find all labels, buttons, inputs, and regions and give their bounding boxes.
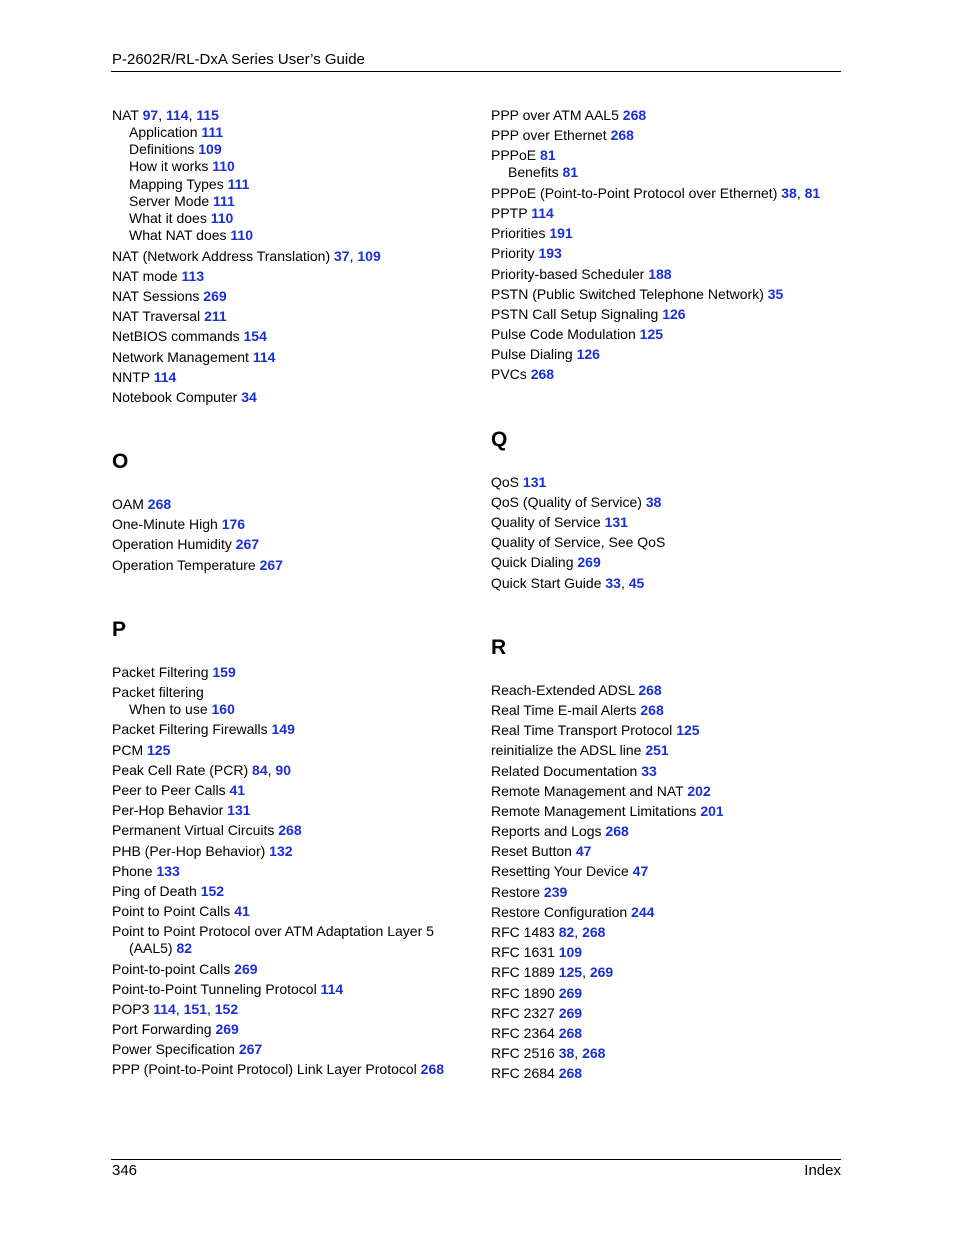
index-entry	[112, 389, 462, 406]
page-link[interactable]: 267	[235, 536, 260, 553]
index-term: (AAL5)	[129, 940, 173, 957]
page-separator: ,	[175, 1000, 184, 1017]
index-subentry	[112, 210, 462, 227]
index-entry	[112, 1021, 462, 1038]
page-link[interactable]: 269	[558, 984, 583, 1001]
index-subentry	[112, 176, 462, 193]
index-entry	[112, 664, 462, 681]
index-term: PPPoE	[491, 147, 537, 164]
index-term: Priorities	[491, 225, 546, 242]
page-number: 346	[112, 1162, 138, 1179]
page-link[interactable]: 268	[610, 127, 634, 144]
index-term: QoS (Quality of Service)	[491, 493, 642, 510]
index-term: Port Forwarding	[112, 1021, 212, 1038]
page-link[interactable]: 125	[147, 741, 171, 758]
index-term: Remote Management and NAT	[491, 782, 684, 799]
page-link[interactable]: 35	[767, 285, 784, 302]
index-term: PSTN (Public Switched Telephone Network)	[491, 285, 764, 302]
footer-section: Index	[804, 1162, 841, 1179]
index-term: What it does	[129, 210, 207, 227]
index-term: PPP over Ethernet	[491, 127, 607, 144]
index-entry	[491, 1005, 841, 1022]
index-term: PHB (Per-Hop Behavior)	[112, 842, 266, 859]
page-link[interactable]: 125	[676, 722, 700, 739]
page-link[interactable]: 244	[631, 903, 655, 920]
index-term: Benefits	[508, 164, 559, 181]
page-link[interactable]: 84	[252, 761, 268, 778]
page-link[interactable]: 111	[227, 175, 250, 192]
index-term: Quick Dialing	[491, 554, 574, 571]
index-term: NAT	[112, 107, 139, 123]
index-entry	[112, 328, 462, 345]
page-link[interactable]: 131	[604, 514, 628, 531]
page-link[interactable]: 251	[645, 742, 669, 759]
page-link[interactable]: 269	[203, 287, 227, 304]
page-link[interactable]: 82	[176, 940, 193, 957]
index-subentry	[112, 158, 462, 175]
index-entry	[491, 245, 841, 262]
page-header-title: P-2602R/RL-DxA Series User’s Guide	[112, 51, 365, 68]
index-term: Application	[129, 124, 198, 140]
page-link[interactable]: 268	[638, 681, 662, 698]
index-term: PCM	[112, 741, 144, 758]
page-link[interactable]: 114	[531, 204, 554, 221]
index-term: Mapping Types	[129, 175, 224, 192]
index-term: Operation Temperature	[112, 556, 256, 573]
page-link[interactable]: 110	[212, 158, 235, 175]
index-entry	[491, 964, 841, 981]
index-term: Priority	[491, 245, 535, 262]
index-entry	[112, 981, 462, 998]
index-entry	[491, 266, 841, 283]
index-entry	[491, 763, 841, 780]
index-subentry	[112, 193, 462, 210]
index-column-right	[491, 107, 841, 1086]
index-term: Operation Humidity	[112, 536, 232, 553]
page-link[interactable]: 193	[538, 245, 562, 262]
index-term: RFC 1631	[491, 944, 555, 961]
index-subentry	[112, 701, 462, 718]
index-entry	[112, 742, 462, 759]
index-entry	[112, 268, 462, 285]
page-link[interactable]: 268	[605, 823, 629, 840]
index-term: Related Documentation	[491, 762, 638, 779]
index-term: RFC 1483	[491, 924, 555, 941]
section-gap	[491, 452, 841, 474]
page-link[interactable]: 125	[558, 964, 583, 981]
index-entry-group	[112, 107, 462, 244]
index-entry	[491, 127, 841, 144]
index-term: Priority-based Scheduler	[491, 265, 645, 282]
section-gap	[491, 387, 841, 428]
page-link[interactable]: 115	[196, 107, 219, 123]
section-letter-q: Q	[491, 427, 508, 451]
index-term: NAT Sessions	[112, 287, 200, 304]
page-link[interactable]: 269	[558, 1004, 583, 1021]
page-link[interactable]: 126	[576, 346, 600, 363]
index-term: reinitialize the ADSL line	[491, 742, 642, 759]
index-term: PSTN Call Setup Signaling	[491, 305, 659, 322]
index-term: Remote Management Limitations	[491, 802, 697, 819]
index-term: Restore	[491, 883, 541, 900]
index-entry	[491, 474, 841, 491]
page-link[interactable]: 47	[575, 843, 592, 860]
index-term-line	[112, 923, 462, 940]
page-link[interactable]: 131	[227, 802, 251, 819]
page-link[interactable]: 126	[662, 305, 686, 322]
index-term: What NAT does	[129, 227, 227, 244]
index-column-left	[112, 107, 462, 1082]
page-link[interactable]: 133	[156, 862, 180, 879]
page-link[interactable]: 269	[215, 1021, 239, 1038]
page-link[interactable]: 154	[243, 328, 267, 345]
index-entry	[491, 326, 841, 343]
page-link[interactable]: 268	[582, 924, 606, 941]
index-term: NNTP	[112, 368, 150, 385]
index-entry	[112, 883, 462, 900]
index-term: PPP over ATM AAL5	[491, 107, 619, 123]
page-link[interactable]: 37	[334, 247, 350, 264]
index-term: Power Specification	[112, 1041, 235, 1058]
section-letter-r: R	[491, 635, 507, 659]
index-term: QoS	[491, 473, 520, 490]
page-separator: ,	[796, 184, 805, 201]
page-link[interactable]: 268	[530, 366, 555, 383]
index-entry	[491, 205, 841, 222]
index-term: Server Mode	[129, 192, 210, 209]
index-term: RFC 1889	[491, 964, 555, 981]
index-entry	[112, 107, 462, 124]
page-link[interactable]: 41	[234, 903, 250, 920]
page-link[interactable]: 114	[153, 1000, 176, 1017]
index-term: Reach-Extended ADSL	[491, 681, 635, 698]
index-entry	[491, 1045, 841, 1062]
page-link[interactable]: 151	[183, 1000, 207, 1017]
index-entry	[491, 843, 841, 860]
index-term: Real Time E-mail Alerts	[491, 701, 637, 718]
index-term: Pulse Code Modulation	[491, 326, 636, 343]
section-gap	[112, 642, 462, 664]
section-gap	[491, 660, 841, 682]
index-entry-group	[491, 147, 841, 181]
page-link[interactable]: 201	[700, 802, 724, 819]
page-link[interactable]: 81	[562, 164, 579, 181]
index-entry-group	[112, 684, 462, 718]
index-subentry	[112, 124, 462, 141]
index-term: PPP (Point-to-Point Protocol) Link Layer Protocol	[112, 1061, 417, 1078]
index-entry	[112, 782, 462, 799]
index-entry	[491, 306, 841, 323]
index-term: RFC 1890	[491, 984, 555, 1001]
index-term: PPPoE (Point-to-Point Protocol over Ethernet)	[491, 184, 778, 201]
index-entry	[491, 286, 841, 303]
index-term: Quick Start Guide	[491, 574, 602, 591]
index-entry	[112, 516, 462, 533]
page-link[interactable]: 111	[213, 192, 235, 209]
index-entry	[491, 823, 841, 840]
index-entry	[112, 802, 462, 819]
index-entry	[491, 702, 841, 719]
index-term: NAT mode	[112, 267, 178, 284]
section-gap	[112, 577, 462, 618]
page-link[interactable]: 109	[357, 247, 381, 264]
page-link[interactable]: 81	[804, 184, 821, 201]
page-separator: ,	[206, 1000, 215, 1017]
index-term: Network Management	[112, 348, 249, 365]
index-term: Packet Filtering	[112, 663, 209, 680]
section-letter-p: P	[112, 617, 127, 641]
index-term: Reports and Logs	[491, 823, 602, 840]
page-separator: ,	[349, 247, 358, 264]
page-link[interactable]: 268	[558, 1024, 583, 1041]
page-link[interactable]: 267	[259, 556, 283, 573]
index-entry	[491, 575, 841, 592]
page-link[interactable]: 38	[645, 493, 662, 510]
page-link[interactable]: 268	[622, 107, 647, 123]
page-separator: ,	[582, 964, 590, 981]
index-term: RFC 2684	[491, 1065, 555, 1082]
page-link[interactable]: 38	[781, 184, 797, 201]
page-link[interactable]: 90	[275, 761, 291, 778]
page-link[interactable]: 47	[632, 863, 649, 880]
page-link[interactable]: 97	[142, 107, 159, 123]
index-entry	[491, 722, 841, 739]
section-letter-o: O	[112, 450, 129, 474]
page-link[interactable]: 268	[582, 1045, 606, 1062]
page-link[interactable]: 111	[201, 124, 224, 140]
index-entry	[112, 1061, 462, 1078]
index-term: Point to Point Calls	[112, 903, 231, 920]
index-term: Point-to-Point Tunneling Protocol	[112, 980, 317, 997]
index-term: Reset Button	[491, 843, 572, 860]
index-entry	[491, 554, 841, 571]
page-link[interactable]: 269	[589, 964, 614, 981]
section-gap	[112, 409, 462, 450]
index-term: RFC 2364	[491, 1024, 555, 1041]
page-link[interactable]: 267	[238, 1041, 263, 1058]
index-entry	[112, 308, 462, 325]
index-entry	[491, 346, 841, 363]
index-entry	[112, 557, 462, 574]
index-entry	[491, 944, 841, 961]
index-term: PVCs	[491, 366, 527, 383]
page-link[interactable]: 239	[543, 883, 568, 900]
index-entry	[491, 107, 841, 124]
index-term: POP3	[112, 1000, 150, 1017]
index-term: Point-to-point Calls	[112, 960, 231, 977]
index-term: Peak Cell Rate (PCR)	[112, 761, 249, 778]
index-entry	[491, 924, 841, 941]
page-separator: ,	[574, 1045, 583, 1062]
index-entry	[491, 534, 841, 551]
index-entry	[112, 248, 462, 265]
index-term: OAM	[112, 496, 144, 513]
page-link[interactable]: 202	[687, 782, 711, 799]
index-term: Quality of Service, See QoS	[491, 534, 666, 551]
index-entry	[112, 349, 462, 366]
index-term: RFC 2516	[491, 1045, 555, 1062]
page-link[interactable]: 33	[641, 762, 657, 779]
page-link[interactable]: 191	[549, 225, 573, 242]
page-link[interactable]: 110	[230, 227, 254, 244]
page-link[interactable]: 81	[540, 147, 556, 164]
header-rule	[111, 71, 841, 72]
page-link[interactable]: 176	[221, 516, 246, 533]
index-entry	[491, 514, 841, 531]
page-link[interactable]: 114	[252, 348, 276, 365]
page-link[interactable]: 45	[628, 574, 645, 591]
page-link[interactable]: 268	[420, 1061, 445, 1078]
index-term: Point to Point Protocol over ATM Adaptation Layer 5	[112, 923, 434, 940]
page-link[interactable]: 132	[269, 842, 293, 859]
page-link[interactable]: 211	[204, 308, 227, 325]
index-entry	[491, 742, 841, 759]
index-term: RFC 2327	[491, 1004, 555, 1021]
page-separator: ,	[620, 574, 629, 591]
index-entry	[112, 863, 462, 880]
index-term-continuation	[112, 940, 462, 957]
page-link[interactable]: 114	[165, 107, 189, 123]
index-entry	[491, 225, 841, 242]
page-link[interactable]: 268	[147, 496, 172, 513]
index-term: Per-Hop Behavior	[112, 802, 224, 819]
index-entry	[491, 366, 841, 383]
index-entry	[491, 985, 841, 1002]
page-separator: ,	[267, 761, 276, 778]
page-link[interactable]: 34	[241, 388, 257, 405]
page-link[interactable]: 131	[522, 473, 547, 490]
page-link[interactable]: 268	[558, 1065, 583, 1082]
page-separator: ,	[158, 107, 166, 123]
page-link[interactable]: 268	[278, 822, 302, 839]
index-term: Peer to Peer Calls	[112, 782, 226, 798]
index-entry	[491, 863, 841, 880]
index-term: Pulse Dialing	[491, 346, 573, 363]
page-link[interactable]: 41	[229, 782, 246, 798]
index-entry	[112, 843, 462, 860]
index-entry	[112, 903, 462, 920]
index-entry	[491, 185, 841, 202]
index-term: Notebook Computer	[112, 388, 238, 405]
index-term: PPTP	[491, 204, 528, 221]
page-link[interactable]: 113	[181, 267, 205, 284]
index-term: Real Time Transport Protocol	[491, 722, 673, 739]
index-entry	[112, 762, 462, 779]
index-term: Permanent Virtual Circuits	[112, 822, 275, 839]
index-term: Restore Configuration	[491, 903, 628, 920]
page-separator: ,	[574, 924, 583, 941]
page-link[interactable]: 269	[577, 554, 601, 571]
index-entry	[112, 684, 462, 701]
page-link[interactable]: 149	[271, 721, 295, 738]
index-term: Packet filtering	[112, 684, 204, 701]
page-link[interactable]: 268	[640, 701, 664, 718]
index-term: Ping of Death	[112, 882, 197, 899]
index-entry	[491, 1065, 841, 1082]
page-link[interactable]: 152	[200, 882, 225, 899]
page-separator: ,	[188, 107, 197, 123]
index-entry	[112, 1001, 462, 1018]
index-entry	[491, 682, 841, 699]
page-link[interactable]: 152	[214, 1000, 239, 1017]
index-entry	[112, 923, 462, 957]
index-subentry	[112, 141, 462, 158]
page-link[interactable]: 82	[558, 924, 575, 941]
index-term: Quality of Service	[491, 514, 601, 531]
page-link[interactable]: 109	[558, 944, 583, 961]
index-term: How it works	[129, 158, 209, 175]
index-entry	[491, 803, 841, 820]
index-subentry	[491, 164, 841, 181]
page-link[interactable]: 188	[648, 265, 672, 282]
index-entry	[112, 961, 462, 978]
index-entry	[112, 822, 462, 839]
page-link[interactable]: 114	[320, 980, 344, 997]
page-link[interactable]: 110	[210, 210, 234, 227]
index-term: When to use	[129, 701, 208, 718]
index-subentry	[112, 227, 462, 244]
footer-rule	[111, 1159, 841, 1160]
index-term: Phone	[112, 862, 153, 879]
index-term: Packet Filtering Firewalls	[112, 721, 268, 738]
index-term: NAT Traversal	[112, 308, 201, 325]
index-term: Resetting Your Device	[491, 863, 629, 880]
index-entry	[491, 147, 841, 164]
index-term: Definitions	[129, 141, 195, 158]
index-entry	[112, 369, 462, 386]
index-term: NetBIOS commands	[112, 328, 240, 345]
index-term: One-Minute High	[112, 516, 218, 533]
page-link[interactable]: 33	[605, 574, 621, 591]
index-entry	[491, 884, 841, 901]
index-entry	[112, 536, 462, 553]
index-entry	[112, 496, 462, 513]
page-link[interactable]: 160	[211, 701, 235, 718]
index-entry	[112, 721, 462, 738]
index-term: NAT (Network Address Translation)	[112, 247, 331, 264]
index-entry	[491, 494, 841, 511]
section-gap	[491, 595, 841, 636]
page-link[interactable]: 109	[198, 141, 222, 158]
section-gap	[112, 474, 462, 496]
index-entry	[491, 783, 841, 800]
index-entry	[112, 288, 462, 305]
index-entry	[491, 904, 841, 921]
page-link[interactable]: 159	[212, 663, 236, 680]
page-link[interactable]: 114	[153, 368, 177, 385]
index-entry	[112, 1041, 462, 1058]
page-link[interactable]: 38	[558, 1045, 575, 1062]
page-link[interactable]: 269	[234, 960, 258, 977]
page-link[interactable]: 125	[639, 326, 664, 343]
index-entry	[491, 1025, 841, 1042]
